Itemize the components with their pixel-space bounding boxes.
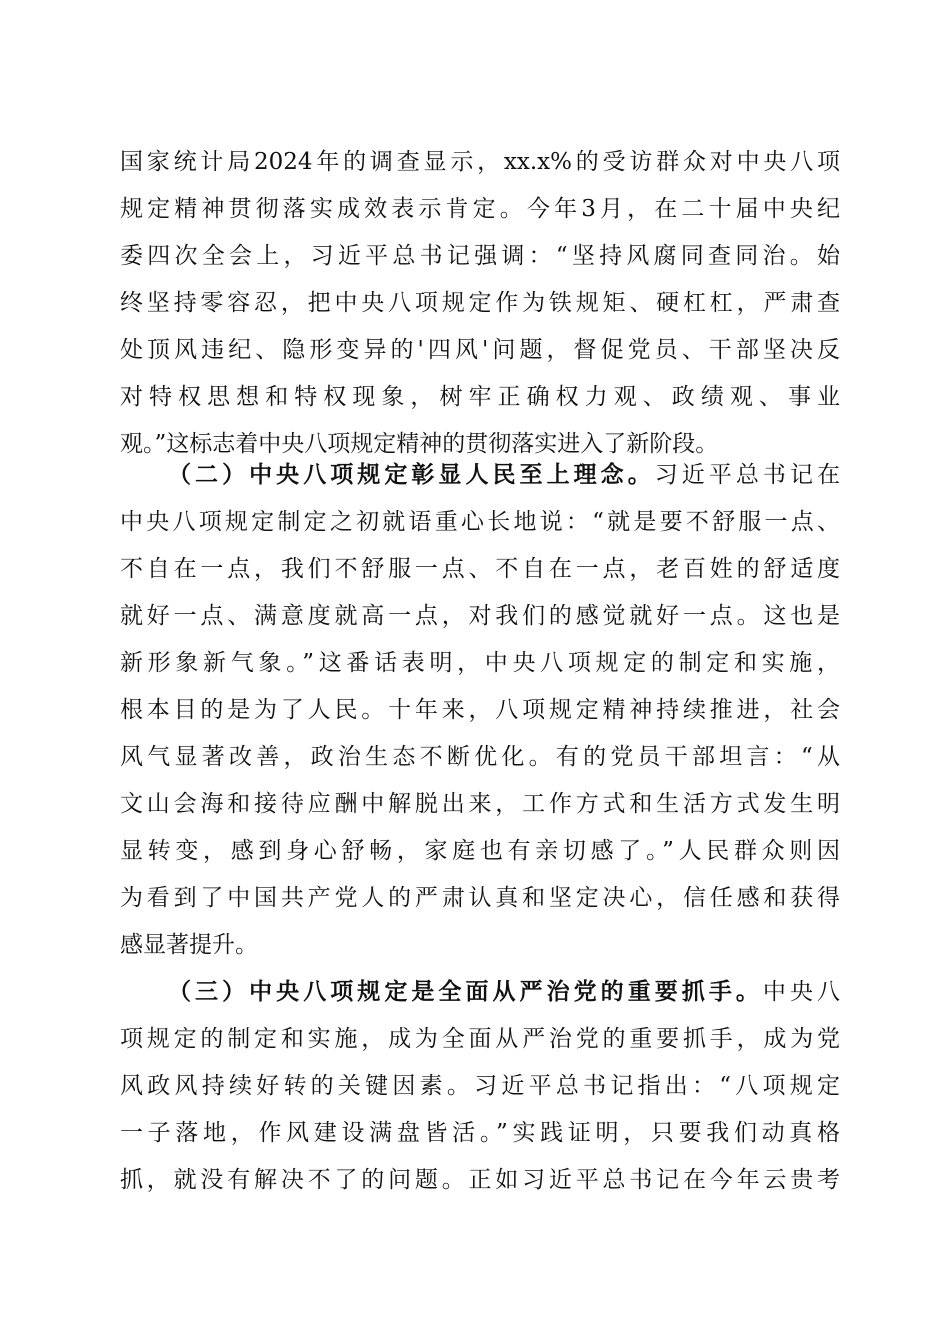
section-heading-rest: 习近平总书记在: [654, 462, 841, 488]
paragraph-line: 感显著提升。: [120, 932, 258, 958]
paragraph-line: 不自在一点，我们不舒服一点、不自在一点，老百姓的舒适度: [120, 556, 840, 582]
paragraph-line: 风政风持续好转的关键因素。习近平总书记指出：“八项规定: [120, 1073, 840, 1099]
section-heading-line: [168, 972, 840, 1012]
paragraph-line: 抓，就没有解决不了的问题。正如习近平总书记在今年云贵考: [120, 1167, 840, 1193]
paragraph-line: 处顶风违纪、隐形变异的'四风'问题，督促党员、干部坚决反: [120, 337, 840, 363]
paragraph-line: 观。”这标志着中央八项规定精神的贯彻落实进入了新阶段。: [120, 431, 719, 457]
paragraph-line: 一子落地，作风建设满盘皆活。”实践证明，只要我们动真格: [120, 1120, 840, 1146]
paragraph-line: 委四次全会上，习近平总书记强调：“坚持风腐同查同治。始: [120, 243, 840, 269]
paragraph-line: 终坚持零容忍，把中央八项规定作为铁规矩、硬杠杠，严肃查: [120, 290, 840, 316]
paragraph-line: 新形象新气象。”这番话表明，中央八项规定的制定和实施，: [120, 650, 840, 676]
section-heading-rest: 中央八: [762, 979, 841, 1005]
paragraph-line: 项规定的制定和实施，成为全面从严治党的重要抓手，成为党: [120, 1026, 840, 1052]
section-heading: （三）中央八项规定是全面从严治党的重要抓手。: [168, 978, 763, 1005]
paragraph-line: 根本目的是为了人民。十年来，八项规定精神持续推进，社会: [120, 697, 840, 723]
paragraph-line: 文山会海和接待应酬中解脱出来，工作方式和生活方式发生明: [120, 791, 840, 817]
paragraph-line: 对特权思想和特权现象，树牢正确权力观、政绩观、事业: [120, 384, 840, 410]
section-heading: （二）中央八项规定彰显人民至上理念。: [168, 461, 655, 488]
paragraph-line: 中央八项规定制定之初就语重心长地说：“就是要不舒服一点、: [120, 509, 840, 535]
paragraph-line: 就好一点、满意度就高一点，对我们的感觉就好一点。这也是: [120, 603, 840, 629]
section-heading-line: [168, 455, 840, 495]
paragraph-line: 规定精神贯彻落实成效表示肯定。今年3月，在二十届中央纪: [120, 196, 840, 222]
paragraph-line: 国家统计局2024年的调查显示，xx.x%的受访群众对中央八项: [120, 149, 840, 175]
paragraph-line: 风气显著改善，政治生态不断优化。有的党员干部坦言：“从: [120, 744, 840, 770]
paragraph-line: 为看到了中国共产党人的严肃认真和坚定决心，信任感和获得: [120, 885, 840, 911]
paragraph-line: 显转变，感到身心舒畅，家庭也有亲切感了。”人民群众则因: [120, 838, 840, 864]
